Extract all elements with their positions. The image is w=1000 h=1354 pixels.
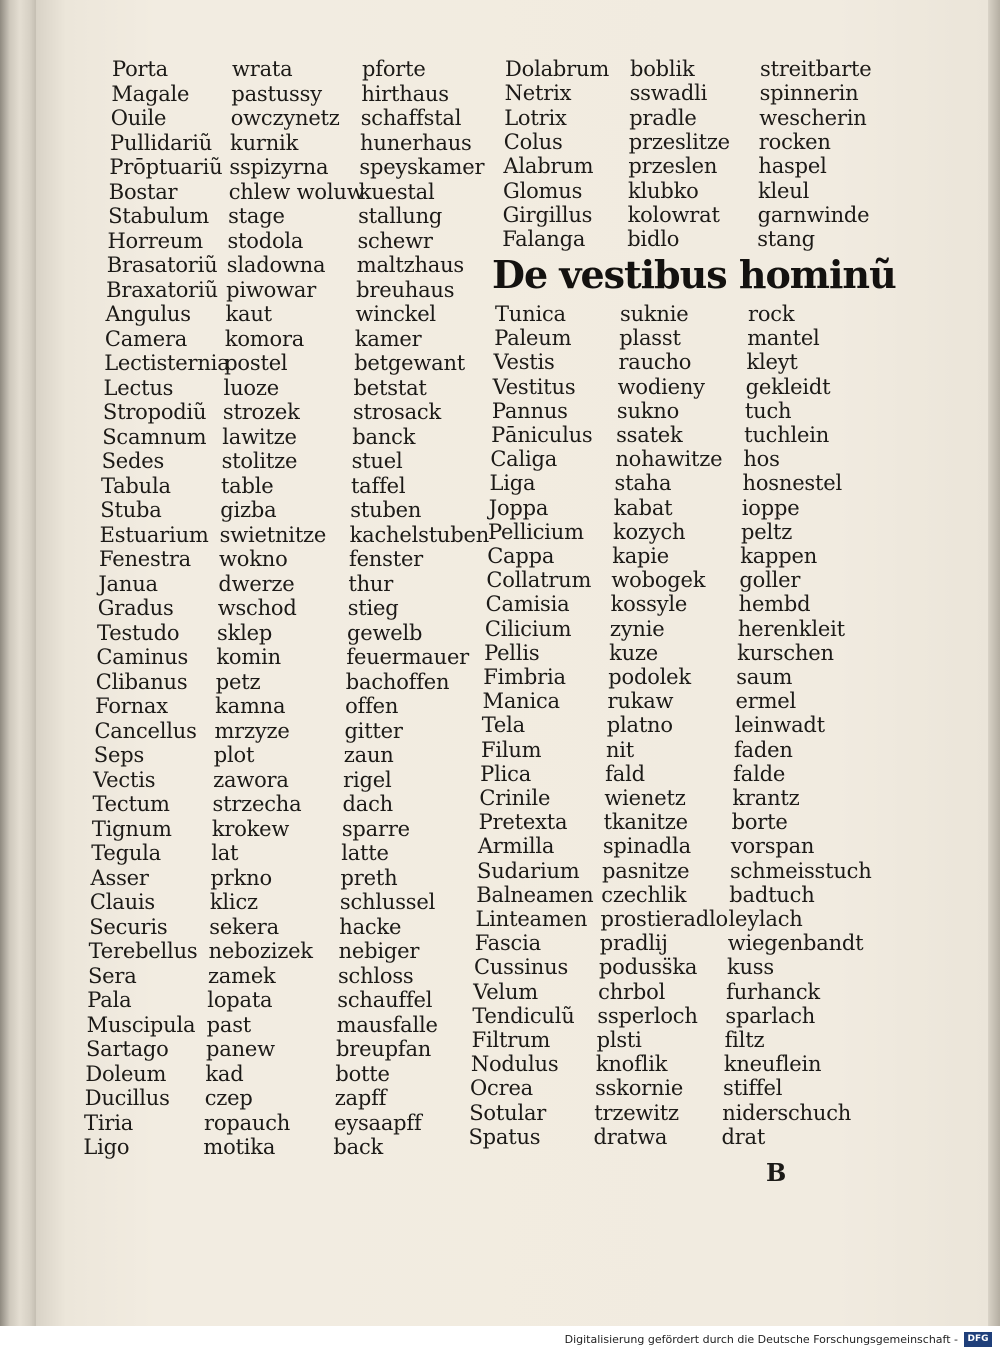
german-word: drat [721, 1124, 766, 1149]
section-heading: De vestibus hominũ [492, 252, 896, 297]
czech-word: owczynetz [230, 106, 340, 130]
german-word: zaun [343, 743, 394, 767]
czech-word: tkanitze [603, 810, 688, 835]
footer-bar [0, 1326, 1000, 1354]
czech-word: zynie [609, 616, 665, 641]
czech-word: trzewitz [594, 1100, 679, 1125]
german-word: vorspan [730, 834, 815, 859]
german-word: sparlach [725, 1003, 816, 1028]
latin-word: Pullidariũ [110, 130, 213, 155]
czech-word: prostieradlo [600, 907, 728, 931]
czech-word: nit [605, 737, 635, 762]
german-word: leylach [728, 907, 803, 931]
czech-word: stage [228, 204, 285, 228]
latin-word: Prōptuariũ [109, 155, 223, 179]
czech-word: wokno [219, 547, 288, 571]
page-edge [988, 0, 1000, 1326]
german-word: goller [739, 568, 801, 593]
czech-word: table [220, 473, 274, 498]
latin-word: Tiria [84, 1110, 134, 1135]
german-word: preth [340, 865, 398, 890]
german-word: wescherin [759, 105, 867, 130]
czech-word: poduss̈ka [598, 955, 698, 980]
german-word: stuel [351, 449, 403, 473]
german-word: garnwinde [757, 202, 870, 227]
latin-word: Cappa [487, 544, 555, 568]
czech-word: sskornie [595, 1076, 684, 1101]
latin-word: Asser [90, 865, 149, 890]
latin-word: Ouile [110, 106, 167, 130]
latin-word: Tabula [100, 473, 171, 498]
german-word: herenkleit [737, 616, 845, 641]
german-word: speyskamer [359, 155, 485, 179]
czech-word: pradlij [599, 931, 668, 956]
czech-word: kolowrat [627, 202, 720, 227]
czech-word: kurnik [230, 130, 299, 155]
latin-word: Horreum [107, 228, 203, 253]
footer-credit: Digitalisierung gefördert durch die Deutsche Forschungsgemeinschaft - [564, 1333, 958, 1346]
german-word: kleul [758, 178, 810, 203]
czech-word: komora [224, 326, 305, 351]
latin-word: Tela [481, 713, 525, 738]
latin-word: Caminus [96, 645, 189, 669]
czech-word: krokew [211, 816, 290, 841]
german-word: hembd [738, 592, 811, 617]
czech-word: rukaw [607, 689, 674, 714]
german-word: kuss [726, 955, 774, 980]
german-word: winckel [355, 302, 436, 326]
czech-word: sspizyrna [229, 155, 329, 179]
czech-word: pastussy [231, 81, 322, 106]
latin-word: Glomus [503, 178, 583, 203]
latin-word: Plica [480, 761, 532, 786]
czech-word: zamek [207, 963, 276, 988]
czech-word: kaut [225, 302, 272, 326]
czech-word: boblik [630, 57, 695, 81]
czech-word: postel [224, 351, 288, 375]
latin-word: Securis [89, 914, 168, 939]
czech-word: swietnitze [219, 522, 327, 547]
czech-word: nebozizek [208, 939, 313, 963]
german-word: gitter [344, 718, 403, 743]
czech-word: przeslitze [628, 129, 730, 154]
german-word: stiffel [723, 1076, 783, 1101]
latin-word: Falanga [502, 227, 586, 252]
czech-word: sswadli [629, 81, 708, 106]
german-word: banck [352, 424, 416, 449]
latin-word: Scamnum [102, 424, 207, 449]
czech-word: past [206, 1012, 252, 1037]
german-word: taffel [350, 473, 406, 498]
signature-mark: B [766, 1158, 787, 1187]
latin-word: Tunica [495, 302, 566, 326]
latin-word: Lectus [103, 375, 174, 400]
latin-word: Stabulum [108, 204, 209, 228]
latin-word: Linteamen [475, 907, 588, 931]
german-word: furhanck [726, 979, 820, 1004]
latin-word: Estuarium [99, 522, 209, 547]
latin-word: Vestitus [492, 374, 576, 399]
german-word: betstat [353, 375, 427, 400]
latin-word: Velum [473, 979, 538, 1004]
latin-word: Tegula [91, 841, 161, 865]
german-word: sparre [341, 816, 410, 841]
latin-word: Ducillus [84, 1086, 170, 1110]
latin-word: Doleum [85, 1061, 167, 1086]
czech-word: ssatek [616, 423, 683, 447]
latin-word: Ocrea [470, 1076, 533, 1101]
latin-word: Fascia [474, 931, 541, 956]
german-word: kurschen [737, 640, 834, 665]
german-word: gewelb [347, 620, 423, 645]
latin-word: Colus [503, 129, 563, 154]
latin-word: Crinile [479, 786, 551, 810]
latin-word: Janua [98, 571, 158, 596]
german-word: eysaapff [334, 1110, 422, 1135]
german-word: nebiger [338, 939, 420, 963]
latin-word: Dolabrum [505, 57, 610, 81]
german-word: wiegenbandt [727, 931, 864, 956]
german-word: kleyt [746, 350, 798, 375]
german-word: schewr [357, 228, 433, 253]
german-word: strosack [352, 400, 441, 424]
czech-word: sekera [209, 914, 279, 939]
latin-word: Camera [104, 326, 188, 351]
latin-word: Porta [112, 57, 168, 81]
german-word: krantz [732, 786, 800, 810]
czech-word: kuze [609, 640, 659, 665]
latin-word: Braxatoriũ [106, 277, 218, 302]
latin-word: Pāniculus [491, 423, 593, 447]
czech-word: strozek [222, 400, 300, 424]
latin-word: Vestis [493, 350, 555, 375]
latin-word: Tignum [91, 816, 172, 841]
latin-word: Sedes [101, 449, 165, 473]
latin-word: Lotrix [504, 105, 567, 130]
latin-word: Armilla [477, 834, 555, 859]
latin-word: Fenestra [99, 547, 191, 571]
czech-word: podolek [608, 665, 691, 689]
latin-word: Collatrum [486, 568, 592, 593]
german-word: stang [757, 227, 815, 252]
german-word: ioppe [741, 495, 800, 520]
czech-word: kad [205, 1061, 244, 1086]
german-word: dach [342, 792, 393, 816]
german-word: hosnestel [742, 471, 842, 496]
latin-word: Sartago [86, 1037, 169, 1061]
czech-word: dwerze [218, 571, 295, 596]
latin-word: Liga [489, 471, 536, 496]
latin-word: Lectisternia [104, 351, 230, 375]
german-word: thur [348, 571, 394, 596]
czech-word: czep [204, 1086, 253, 1110]
german-word: schlussel [339, 890, 436, 914]
book-spine [0, 0, 36, 1326]
latin-word: Paleum [494, 326, 572, 351]
german-word: spinnerin [759, 81, 859, 106]
german-word: hirthaus [361, 81, 449, 106]
latin-word: Sera [87, 963, 137, 988]
latin-word: Stuba [100, 498, 162, 522]
czech-word: wodieny [617, 374, 705, 399]
latin-word: Cancellus [94, 718, 197, 743]
german-word: faden [733, 737, 793, 762]
latin-word: Caliga [490, 447, 558, 472]
czech-word: chrbol [598, 979, 666, 1004]
german-word: schauffel [337, 988, 433, 1012]
latin-word: Nodulus [470, 1052, 559, 1077]
german-word: pforte [362, 57, 426, 81]
german-word: maltzhaus [356, 253, 464, 277]
german-word: betgewant [354, 351, 466, 375]
latin-word: Spatus [468, 1124, 541, 1149]
czech-word: plot [213, 743, 255, 767]
czech-word: gizba [220, 498, 277, 522]
german-word: badtuch [729, 882, 815, 907]
german-word: schaffstal [360, 106, 462, 130]
czech-word: klicz [209, 890, 258, 914]
czech-word: ropauch [204, 1110, 291, 1135]
german-word: falde [733, 761, 786, 786]
german-word: tuch [744, 398, 792, 423]
german-word: stieg [347, 596, 399, 620]
czech-word: kamna [215, 694, 286, 718]
czech-word: lopata [207, 988, 273, 1012]
czech-word: raucho [618, 350, 692, 375]
latin-word: Cussinus [473, 955, 569, 980]
czech-word: komin [216, 645, 281, 669]
czech-word: wienetz [604, 786, 686, 810]
german-word: fenster [349, 547, 424, 571]
czech-word: kossyle [610, 592, 688, 617]
german-word: kneuflein [723, 1052, 822, 1077]
latin-word: Joppa [488, 495, 549, 520]
czech-word: sladowna [226, 253, 326, 277]
czech-word: spinadla [602, 834, 691, 859]
german-word: bachoffen [345, 669, 450, 694]
german-word: kamer [354, 326, 422, 351]
latin-word: Vectis [93, 767, 156, 792]
german-word: niderschuch [722, 1100, 852, 1125]
german-word: hacke [339, 914, 402, 939]
latin-word: Pretexta [478, 810, 568, 835]
latin-word: Alabrum [503, 154, 594, 179]
czech-word: sukno [616, 398, 680, 423]
latin-word: Seps [93, 743, 145, 767]
czech-word: przeslen [628, 154, 718, 179]
czech-word: lat [211, 841, 239, 865]
czech-word: chlew woluw [228, 179, 365, 204]
czech-word: stodola [227, 228, 304, 253]
czech-word: kozych [612, 519, 686, 544]
czech-word: wobogek [611, 568, 706, 593]
german-word: schmeisstuch [730, 858, 872, 883]
german-word: leinwadt [734, 713, 825, 738]
czech-word: kabat [613, 495, 673, 520]
latin-word: Pellicium [487, 519, 584, 544]
latin-word: Camisia [485, 592, 570, 617]
latin-word: Testudo [97, 620, 180, 645]
german-word: feuermauer [346, 645, 470, 669]
german-word: offen [345, 694, 399, 718]
latin-word: Pellis [484, 640, 540, 665]
german-word: gekleidt [745, 374, 831, 399]
czech-word: lawitze [222, 424, 297, 449]
german-word: streitbarte [760, 57, 872, 81]
czech-word: bidlo [627, 227, 680, 252]
german-word: tuchlein [744, 423, 830, 447]
latin-word: Netrix [504, 81, 572, 106]
latin-word: Stropodiũ [102, 400, 207, 424]
german-word: breupfan [336, 1037, 432, 1061]
german-word: latte [341, 841, 389, 865]
latin-word: Pannus [491, 398, 568, 423]
german-word: borte [731, 810, 788, 835]
latin-word: Filtrum [471, 1028, 551, 1052]
czech-word: plsti [596, 1028, 642, 1052]
czech-word: knoflik [595, 1052, 668, 1077]
czech-word: sklep [217, 620, 273, 645]
czech-word: piwowar [226, 277, 317, 302]
german-word: haspel [758, 154, 827, 179]
german-word: kachelstuben [349, 522, 490, 547]
german-word: hos [743, 447, 780, 472]
german-word: rock [748, 302, 795, 326]
latin-word: Magale [111, 81, 190, 106]
dfg-logo: DFG [964, 1332, 992, 1347]
german-word: kuestal [358, 179, 435, 204]
czech-word: dratwa [593, 1124, 668, 1149]
latin-word: Angulus [105, 302, 191, 326]
latin-word: Ligo [83, 1135, 130, 1159]
german-word: rigel [343, 767, 392, 792]
german-word: botte [335, 1061, 390, 1086]
german-word: hunerhaus [360, 130, 472, 155]
czech-word: nohawitze [615, 447, 723, 472]
latin-word: Tendiculũ [472, 1003, 575, 1028]
latin-word: Bostar [108, 179, 178, 204]
czech-word: platno [606, 713, 673, 738]
latin-word: Cilicium [484, 616, 572, 641]
czech-word: suknie [620, 302, 689, 326]
latin-word: Balneamen [476, 882, 594, 907]
czech-word: czechlik [601, 882, 687, 907]
latin-word: Clibanus [95, 669, 188, 694]
latin-word: Manica [482, 689, 560, 714]
german-word: stallung [358, 204, 443, 228]
german-word: rocken [758, 129, 831, 154]
czech-word: mrzyze [214, 718, 290, 743]
latin-word: Sotular [469, 1100, 547, 1125]
czech-word: klubko [628, 178, 699, 203]
german-word: back [333, 1135, 384, 1159]
czech-word: kapie [612, 544, 670, 568]
german-word: peltz [740, 519, 793, 544]
latin-word: Fimbria [483, 665, 566, 689]
german-word: stuben [350, 498, 422, 522]
czech-word: wrata [232, 57, 293, 81]
german-word: filtz [724, 1028, 765, 1052]
latin-word: Sudarium [477, 858, 580, 883]
latin-word: Clauis [89, 890, 156, 914]
czech-word: pradle [629, 105, 697, 130]
czech-word: zawora [213, 767, 289, 792]
czech-word: stolitze [221, 449, 298, 473]
czech-word: panew [206, 1037, 275, 1061]
german-word: breuhaus [356, 277, 455, 302]
czech-word: luoze [223, 375, 279, 400]
latin-word: Pala [87, 988, 132, 1012]
czech-word: plasst [619, 326, 681, 351]
german-word: saum [736, 665, 793, 689]
latin-word: Terebellus [88, 939, 198, 963]
german-word: zapff [334, 1086, 387, 1110]
latin-word: Gradus [97, 596, 174, 620]
latin-word: Muscipula [86, 1012, 196, 1037]
czech-word: ssperloch [597, 1003, 698, 1028]
latin-word: Filum [480, 737, 542, 762]
czech-word: fald [605, 761, 645, 786]
latin-word: Tectum [92, 792, 170, 816]
czech-word: motika [203, 1135, 276, 1159]
czech-word: strzecha [212, 792, 302, 816]
latin-word: Girgillus [502, 202, 593, 227]
german-word: kappen [740, 544, 818, 568]
german-word: ermel [735, 689, 797, 714]
german-word: mausfalle [336, 1012, 438, 1037]
czech-word: wschod [217, 596, 297, 620]
latin-word: Brasatoriũ [106, 253, 218, 277]
german-word: schloss [337, 963, 414, 988]
czech-word: staha [614, 471, 672, 496]
czech-word: petz [215, 669, 261, 694]
german-word: mantel [747, 326, 820, 351]
czech-word: pasnitze [602, 858, 690, 883]
latin-word: Fornax [95, 694, 168, 718]
czech-word: prkno [210, 865, 272, 890]
